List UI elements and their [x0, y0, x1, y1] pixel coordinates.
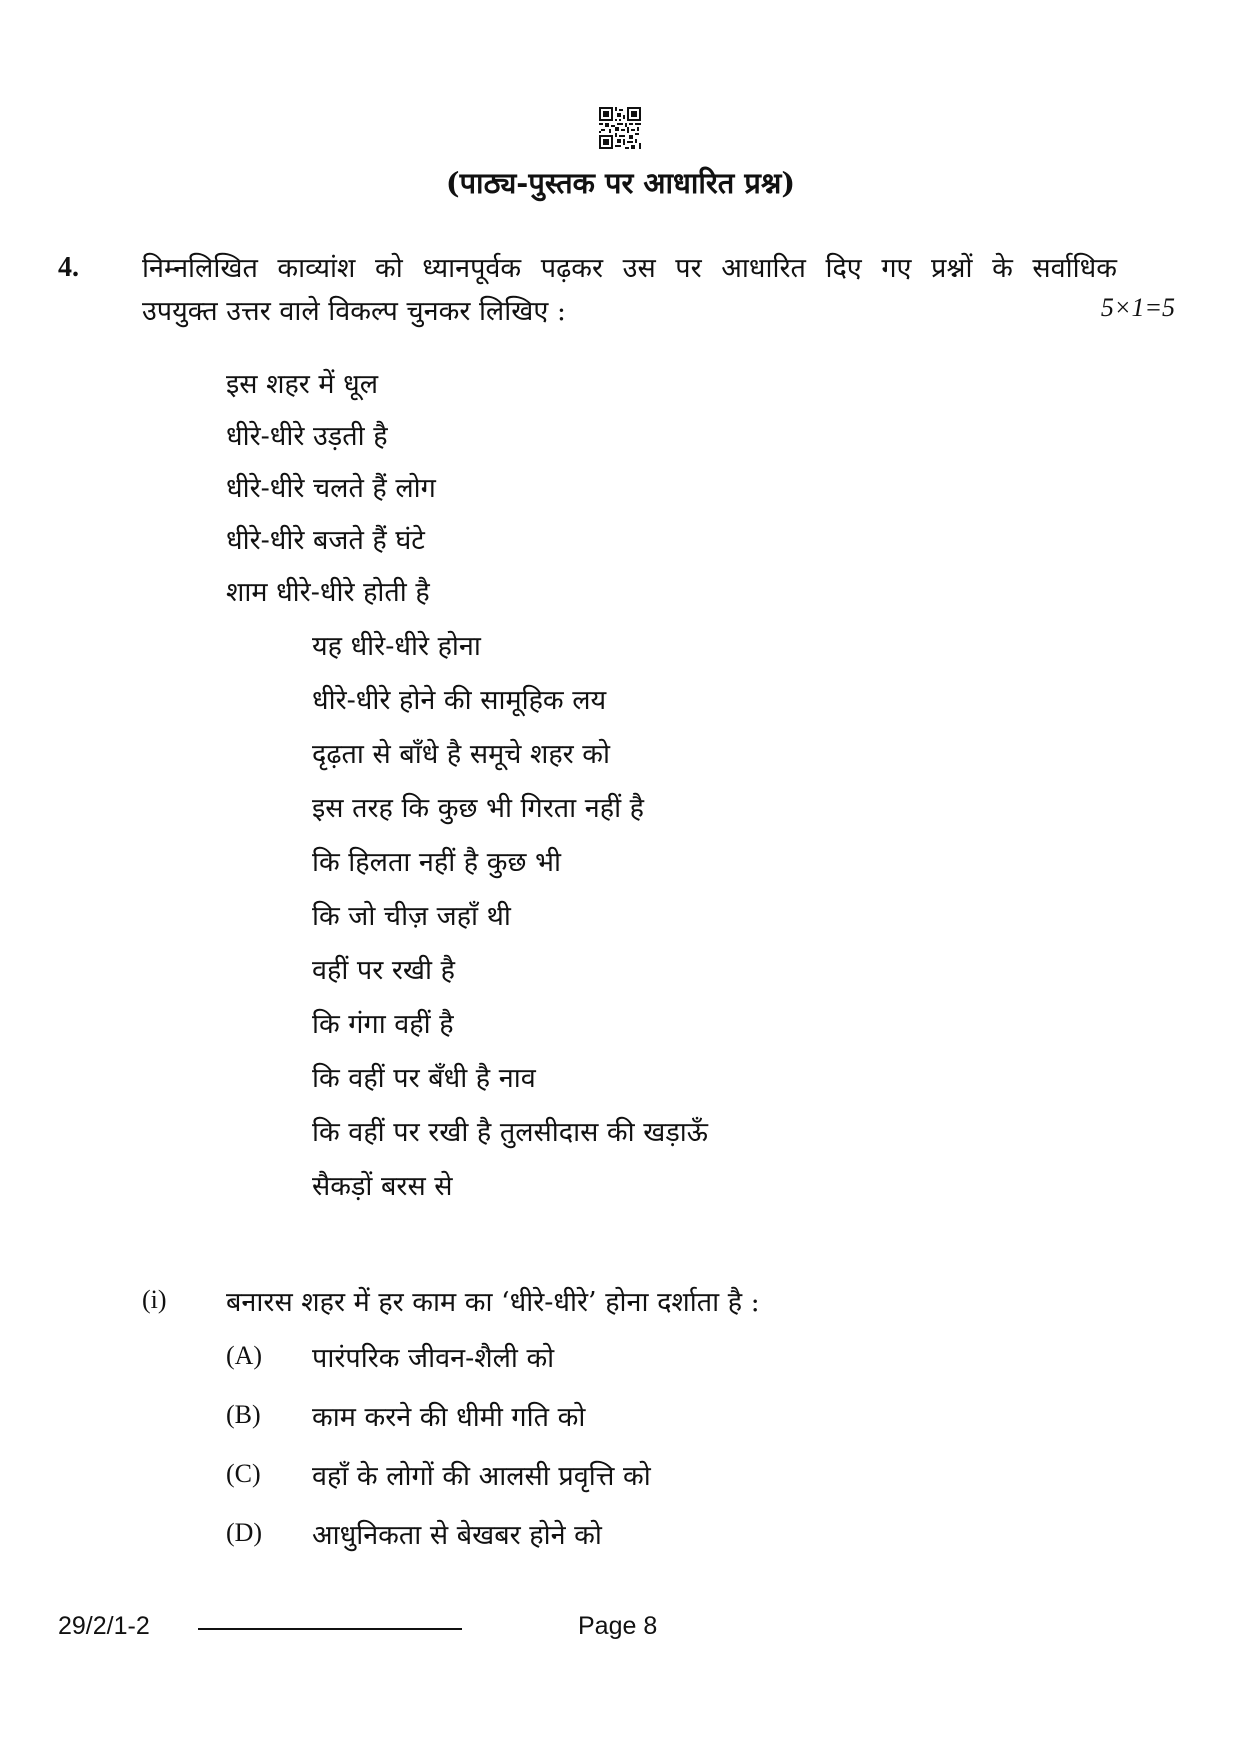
poem-line: कि वहीं पर रखी है तुलसीदास की खड़ाऊँ: [312, 1117, 708, 1148]
poem-line: दृढ़ता से बाँधे है समूचे शहर को: [312, 739, 611, 770]
poem-line: धीरे-धीरे बजते हैं घंटे: [226, 525, 425, 556]
poem-line: इस तरह कि कुछ भी गिरता नहीं है: [312, 793, 644, 824]
poem-line: यह धीरे-धीरे होना: [312, 631, 481, 662]
question-instruction-line1: निम्नलिखित काव्यांश को ध्यानपूर्वक पढ़कर उस पर आधारित दिए गए प्रश्नों के सर्वाधिक: [142, 253, 1117, 284]
poem-line: वहीं पर रखी है: [312, 955, 455, 986]
option-b-text: काम करने की धीमी गति को: [312, 1402, 586, 1433]
poem-line: कि जो चीज़ जहाँ थी: [312, 901, 511, 932]
page-number: Page 8: [578, 1612, 658, 1640]
poem-line: कि गंगा वहीं है: [312, 1009, 454, 1040]
question-instruction-line2: उपयुक्त उत्तर वाले विकल्प चुनकर लिखिए :: [142, 296, 566, 327]
question-number: 4.: [58, 252, 79, 283]
poem-line: सैकड़ों बरस से: [312, 1171, 453, 1202]
section-title: (पाठ्य-पुस्तक पर आधारित प्रश्न): [445, 166, 796, 200]
subquestion-number: (i): [142, 1285, 167, 1314]
subquestion-text: बनारस शहर में हर काम का ‘धीरे-धीरे’ होना दर्शाता है :: [226, 1287, 760, 1318]
poem-line: धीरे-धीरे चलते हैं लोग: [226, 473, 436, 504]
option-d-label: (D): [226, 1518, 263, 1547]
option-c-text: वहाँ के लोगों की आलसी प्रवृत्ति को: [312, 1461, 651, 1492]
option-a-text: पारंपरिक जीवन-शैली को: [312, 1343, 555, 1374]
qr-code-icon: [599, 107, 641, 149]
paper-code: 29/2/1-2: [58, 1612, 150, 1640]
footer-divider: [198, 1628, 462, 1630]
option-c-label: (C): [226, 1459, 261, 1488]
poem-line: इस शहर में धूल: [226, 369, 379, 400]
poem-line: कि हिलता नहीं है कुछ भी: [312, 847, 561, 878]
option-d-text: आधुनिकता से बेखबर होने को: [312, 1520, 602, 1551]
poem-line: शाम धीरे-धीरे होती है: [226, 577, 430, 608]
question-marks: 5×1=5: [1100, 293, 1175, 322]
poem-line: धीरे-धीरे होने की सामूहिक लय: [312, 685, 607, 716]
option-a-label: (A): [226, 1341, 263, 1370]
option-b-label: (B): [226, 1400, 261, 1429]
poem-line: कि वहीं पर बँधी है नाव: [312, 1063, 536, 1094]
poem-line: धीरे-धीरे उड़ती है: [226, 421, 388, 452]
